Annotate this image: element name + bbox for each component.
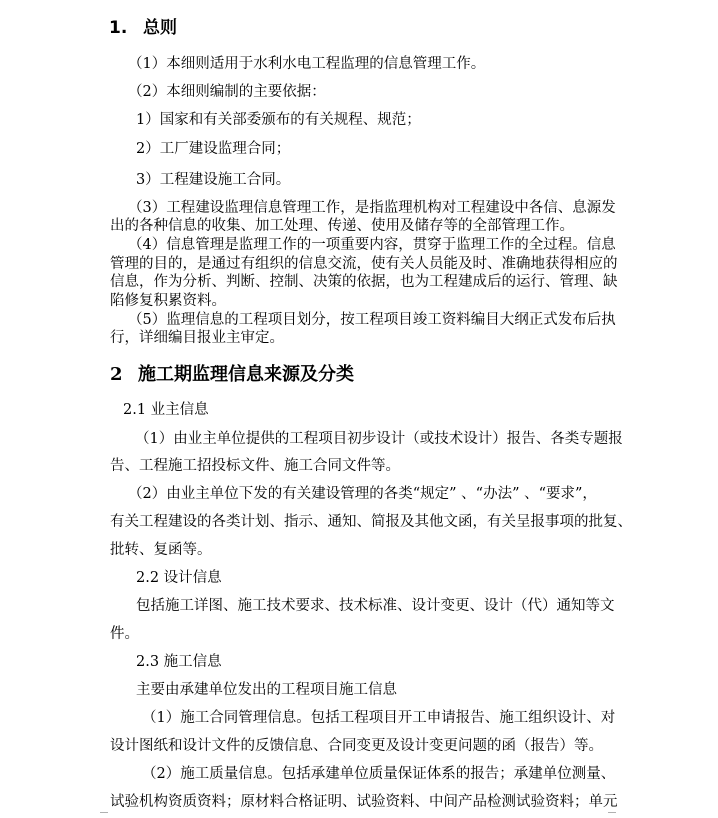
s23-p1-line-2: 设计图纸和设计文件的反馈信息、合同变更及设计变更问题的函（报告）等。: [110, 738, 603, 754]
s21-p1-line-2: 告、工程施工招投标文件、施工合同文件等。: [110, 458, 400, 474]
s1-paragraph-2: （2）本细则编制的主要依据：: [128, 84, 326, 100]
s1-p3-line-2: 出的各种信息的收集、加工处理、传递、使用及储存等的全部管理工作。: [110, 218, 574, 234]
s23-intro: 主要由承建单位发出的工程项目施工信息: [136, 682, 397, 698]
s23-p2-line-2: 试验机构资质资料；原材料合格证明、试验资料、中间产品检测试验资料；单元: [110, 794, 618, 810]
s23-heading: 2.3 施工信息: [136, 654, 222, 670]
s21-p2-line-3: 批转、复函等。: [110, 542, 212, 558]
section-2-title: 施工期监理信息来源及分类: [138, 364, 354, 385]
s1-p5-line-2: 行，详细编目报业主审定。: [110, 330, 284, 346]
s1-p4-line-2: 管理的目的，是通过有组织的信息交流，使有关人员能及时、准确地获得相应的: [110, 256, 618, 272]
s1-list-item-3: 3）工程建设施工合同。: [136, 172, 291, 188]
s22-heading: 2.2 设计信息: [136, 570, 222, 586]
s22-p1-line-2: 件。: [110, 626, 139, 642]
section-2-heading: [110, 364, 354, 386]
s1-paragraph-1: （1）本细则适用于水利水电工程监理的信息管理工作。: [128, 56, 486, 72]
s1-p5-line-1: （5）监理信息的工程项目划分，按工程项目竣工资料编目大纲正式发布后执: [128, 312, 616, 328]
section-1-number: 1.: [109, 18, 128, 38]
s23-p1-line-1: （1）施工合同管理信息。包括工程项目开工申请报告、施工组织设计、对: [142, 710, 616, 726]
s21-p1-line-1: （1）由业主单位提供的工程项目初步设计（或技术设计）报告、各类专题报: [135, 431, 623, 447]
s21-p2-line-1: （2）由业主单位下发的有关建设管理的各类“规定” 、“办法” 、“要求”，: [128, 486, 597, 502]
s23-p2-line-1: （2）施工质量信息。包括承建单位质量保证体系的报告；承建单位测量、: [142, 766, 616, 782]
s1-p4-line-4: 陷修复积累资料。: [110, 293, 226, 309]
s1-p4-line-1: （4）信息管理是监理工作的一项重要内容，贯穿于监理工作的全过程。信息: [128, 237, 616, 253]
s1-list-item-1: 1）国家和有关部委颁布的有关规程、规范；: [136, 112, 421, 128]
s22-p1-line-1: 包括施工详图、施工技术要求、技术标准、设计变更、设计（代）通知等文: [136, 598, 615, 614]
section-1-title: 总则: [143, 18, 177, 38]
s21-heading: 2.1 业主信息: [123, 402, 209, 418]
section-1-heading: [109, 17, 177, 39]
s1-list-item-2: 2）工厂建设监理合同；: [136, 141, 291, 157]
section-2-number: 2: [110, 364, 123, 385]
s21-p2-line-2: 有关工程建设的各类计划、指示、通知、简报及其他文函，有关呈报事项的批复、: [110, 514, 632, 530]
page-corner-mark-left: [100, 812, 108, 813]
s1-p4-line-3: 信息，作为分析、判断、控制、决策的依据，也为工程建成后的运行、管理、缺: [110, 274, 618, 290]
page-corner-mark-right: [608, 812, 616, 813]
s1-p3-line-1: （3）工程建设监理信息管理工作，是指监理机构对工程建设中各信、息源发: [128, 200, 616, 216]
